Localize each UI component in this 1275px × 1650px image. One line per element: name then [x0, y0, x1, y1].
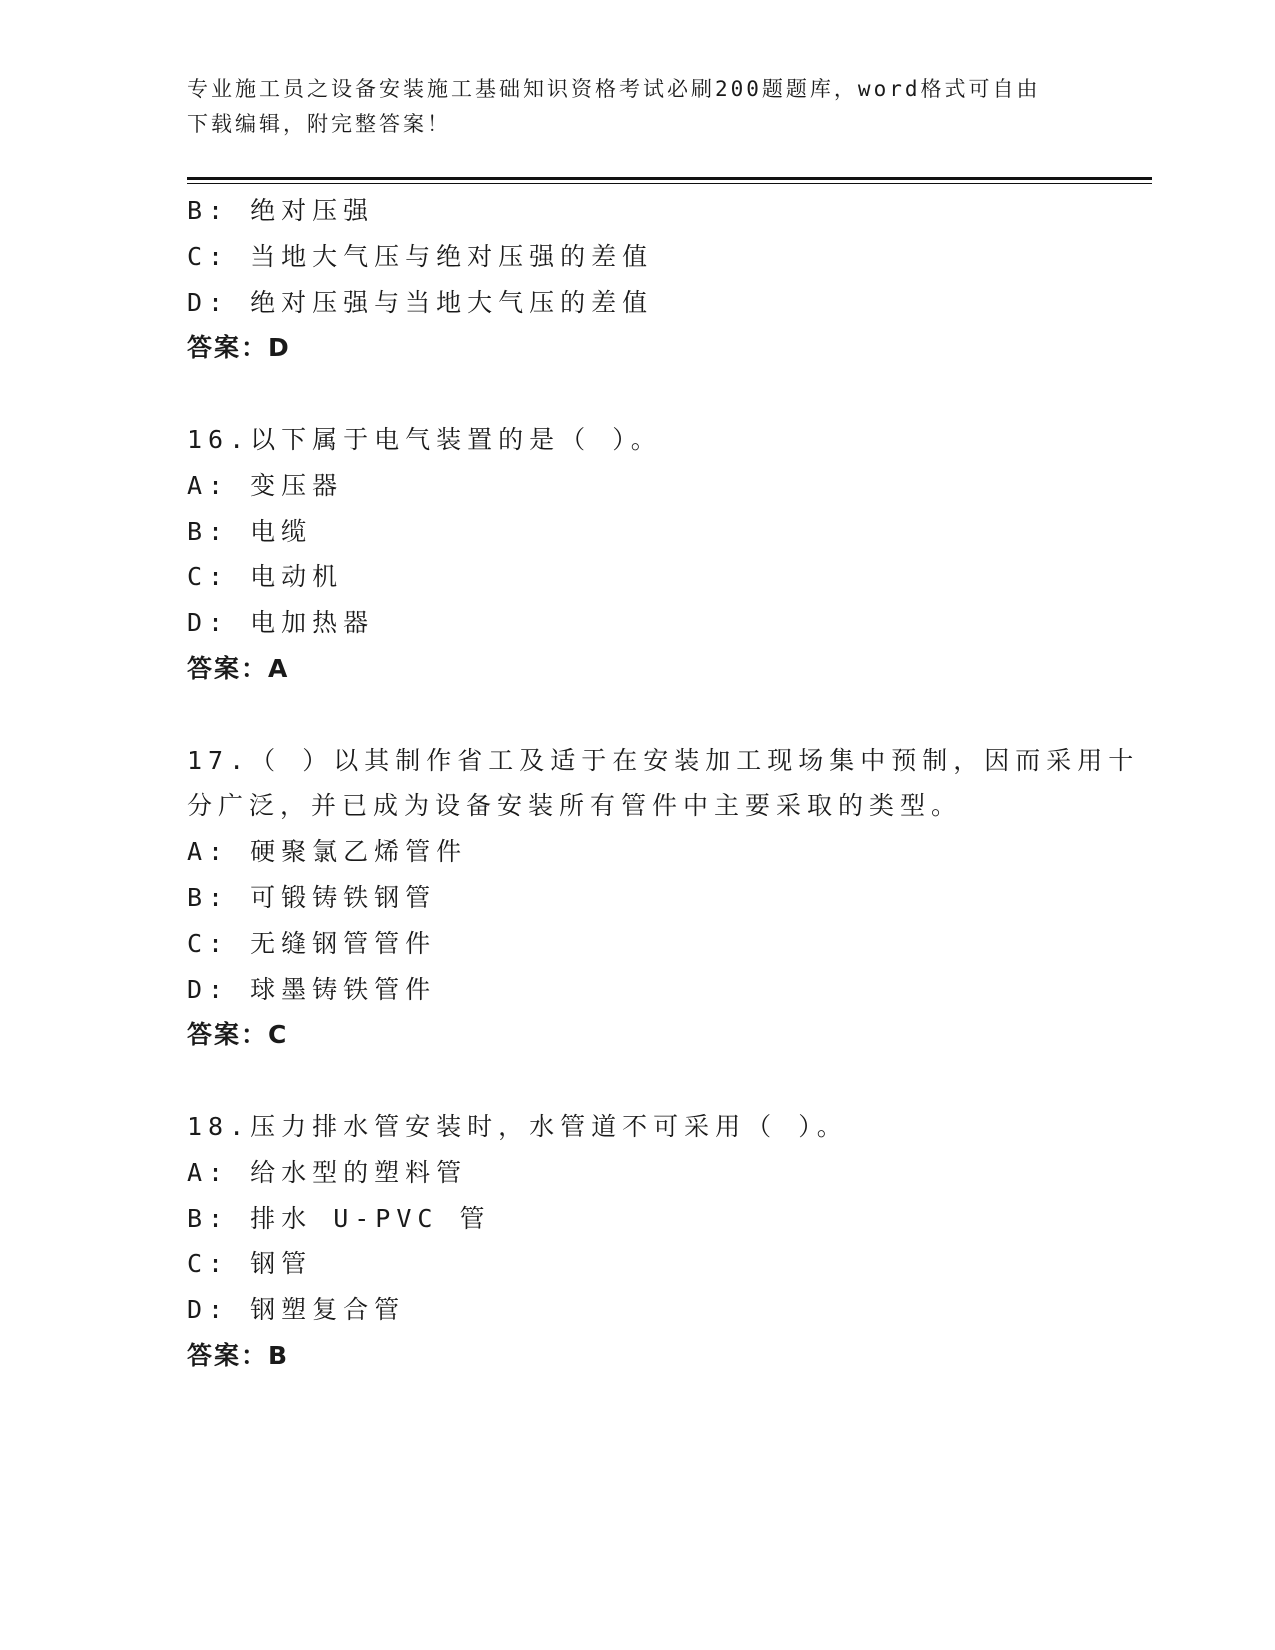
option-a: A: 变压器 — [187, 470, 344, 500]
question-list — [187, 188, 1140, 1379]
option-b: B: 绝对压强 — [187, 196, 375, 225]
question-18 — [187, 1104, 1087, 1379]
document-header — [187, 72, 1067, 142]
question-stem-line-1: 17.（ ）以其制作省工及适于在安装加工现场集中预制，因而采用十 — [187, 745, 1140, 775]
question-16 — [187, 417, 1087, 692]
option-c: C: 当地大气压与绝对压强的差值 — [187, 241, 654, 271]
option-d: D: 绝对压强与当地大气压的差值 — [187, 287, 654, 317]
option-a: A: 硬聚氯乙烯管件 — [187, 837, 468, 867]
question-gap — [187, 692, 1087, 738]
option-b: B: 可锻铸铁钢管 — [187, 882, 437, 912]
option-c: C: 钢管 — [187, 1249, 313, 1279]
answer-label: 答案：D — [187, 333, 291, 363]
answer-label: 答案：B — [187, 1340, 290, 1370]
option-c: C: 电动机 — [187, 562, 344, 592]
question-15-continued — [187, 188, 1087, 371]
option-c: C: 无缝钢管管件 — [187, 928, 437, 958]
header-title-line-2: 下载编辑，附完整答案！ — [187, 112, 451, 136]
question-stem-line-2: 分广泛，并已成为设备安装所有管件中主要采取的类型。 — [187, 791, 963, 821]
option-a: A: 给水型的塑料管 — [187, 1157, 468, 1187]
question-gap — [187, 1058, 1087, 1104]
question-stem: 16.以下属于电气装置的是（ ）。 — [187, 424, 662, 454]
option-b: B: 电缆 — [187, 516, 313, 546]
header-title-line-1: 专业施工员之设备安装施工基础知识资格考试必刷200题题库，word格式可自由 — [187, 77, 1041, 101]
option-d: D: 钢塑复合管 — [187, 1295, 406, 1325]
question-stem: 18.压力排水管安装时，水管道不可采用（ ）。 — [187, 1111, 848, 1141]
option-b: B: 排水 U-PVC 管 — [187, 1203, 491, 1233]
header-divider-thick — [187, 177, 1152, 180]
option-d: D: 电加热器 — [187, 608, 375, 638]
header-divider-thin — [187, 183, 1152, 184]
option-d: D: 球墨铸铁管件 — [187, 974, 437, 1004]
question-17 — [187, 738, 1140, 1059]
question-gap — [187, 371, 1087, 417]
answer-label: 答案：A — [187, 653, 290, 683]
answer-label: 答案：C — [187, 1020, 289, 1050]
